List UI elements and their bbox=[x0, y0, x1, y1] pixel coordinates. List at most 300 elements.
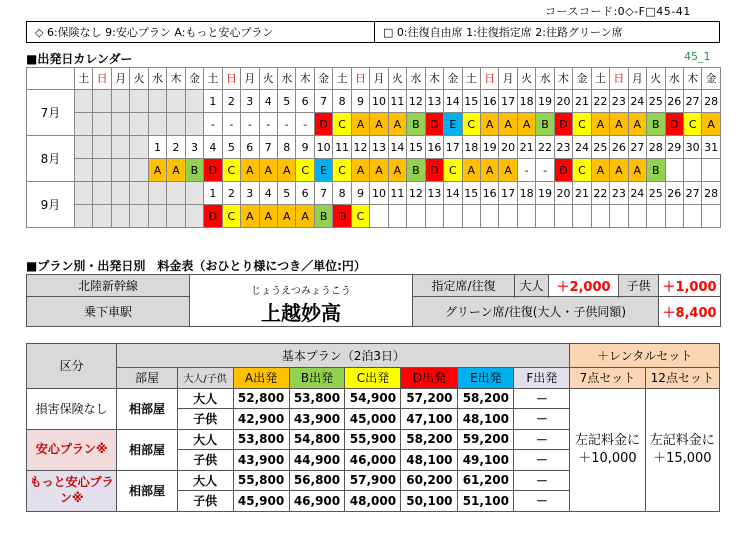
weekday-header: 木 bbox=[296, 68, 314, 90]
day-number: 5 bbox=[277, 182, 295, 205]
day-number: 4 bbox=[259, 182, 277, 205]
departure-grade[interactable]: B bbox=[647, 113, 665, 136]
day-number: 16 bbox=[425, 136, 443, 159]
departure-grade[interactable] bbox=[517, 205, 535, 228]
departure-grade[interactable]: B bbox=[314, 205, 332, 228]
departure-grade[interactable]: C bbox=[296, 159, 314, 182]
departure-grade[interactable] bbox=[647, 205, 665, 228]
calendar-section-title: ■出発日カレンダー bbox=[26, 52, 133, 66]
departure-grade[interactable]: B bbox=[407, 159, 425, 182]
day-number: 18 bbox=[462, 136, 480, 159]
departure-grade[interactable]: C bbox=[333, 113, 351, 136]
weekday-header: 月 bbox=[241, 68, 259, 90]
day-number: 8 bbox=[333, 90, 351, 113]
day-number bbox=[185, 182, 203, 205]
departure-grade[interactable]: E bbox=[444, 113, 462, 136]
day-number: 20 bbox=[554, 182, 572, 205]
departure-grade[interactable] bbox=[462, 205, 480, 228]
age-header: 大人/子供 bbox=[177, 368, 233, 389]
day-number bbox=[75, 90, 93, 113]
price-cell: 61,200 bbox=[458, 470, 514, 491]
price-cell: － bbox=[514, 388, 570, 409]
weekday-header: 日 bbox=[222, 68, 240, 90]
day-number: 20 bbox=[554, 90, 572, 113]
departure-grade[interactable] bbox=[480, 205, 498, 228]
day-number: 1 bbox=[148, 136, 166, 159]
departure-grade[interactable]: A bbox=[241, 159, 259, 182]
departure-grade[interactable]: - bbox=[536, 159, 554, 182]
departure-grade[interactable] bbox=[554, 205, 572, 228]
weekday-header: 金 bbox=[573, 68, 591, 90]
departure-grade[interactable]: A bbox=[351, 113, 369, 136]
departure-grade bbox=[185, 113, 203, 136]
day-number bbox=[111, 90, 129, 113]
departure-grade[interactable] bbox=[702, 159, 720, 182]
day-number: 8 bbox=[333, 182, 351, 205]
station-kana: じょうえつみょうこう bbox=[190, 275, 413, 297]
departure-grade[interactable] bbox=[683, 205, 701, 228]
weekday-header: 水 bbox=[148, 68, 166, 90]
departure-grade[interactable]: - bbox=[296, 113, 314, 136]
grade-b-header: B出発 bbox=[289, 368, 345, 389]
price-cell: 54,900 bbox=[345, 388, 401, 409]
departure-grade[interactable]: A bbox=[610, 159, 628, 182]
departure-grade bbox=[130, 113, 148, 136]
day-number bbox=[167, 90, 185, 113]
day-number: 24 bbox=[628, 90, 646, 113]
day-number: 19 bbox=[536, 182, 554, 205]
basic-plan-header: 基本プラン（2泊3日） bbox=[117, 344, 570, 368]
day-number: 11 bbox=[333, 136, 351, 159]
day-number: 23 bbox=[610, 182, 628, 205]
day-number: 26 bbox=[665, 182, 683, 205]
room-header: 部屋 bbox=[117, 368, 177, 389]
departure-grade bbox=[75, 205, 93, 228]
day-number: 13 bbox=[425, 182, 443, 205]
day-number: 25 bbox=[647, 90, 665, 113]
day-number bbox=[93, 136, 111, 159]
price-cell: 46,000 bbox=[345, 450, 401, 471]
day-number: 27 bbox=[628, 136, 646, 159]
weekday-header: 火 bbox=[388, 68, 406, 90]
departure-grade[interactable] bbox=[425, 205, 443, 228]
departure-grade[interactable]: - bbox=[204, 113, 222, 136]
weekday-header: 火 bbox=[130, 68, 148, 90]
departure-calendar bbox=[26, 67, 721, 228]
day-number: 31 bbox=[702, 136, 720, 159]
departure-grade[interactable]: B bbox=[647, 159, 665, 182]
day-number: 1 bbox=[204, 90, 222, 113]
child-label: 子供 bbox=[177, 409, 233, 430]
weekday-header: 金 bbox=[702, 68, 720, 90]
day-number: 7 bbox=[259, 136, 277, 159]
day-number: 9 bbox=[351, 90, 369, 113]
weekday-header: 金 bbox=[444, 68, 462, 90]
departure-grade[interactable]: A bbox=[388, 113, 406, 136]
day-number bbox=[111, 136, 129, 159]
day-number: 17 bbox=[444, 136, 462, 159]
departure-grade[interactable]: A bbox=[148, 159, 166, 182]
day-number: 21 bbox=[517, 136, 535, 159]
day-number: 5 bbox=[277, 90, 295, 113]
day-number: 26 bbox=[610, 136, 628, 159]
day-number: 14 bbox=[444, 182, 462, 205]
day-number: 4 bbox=[259, 90, 277, 113]
day-number: 20 bbox=[499, 136, 517, 159]
departure-grade[interactable]: C bbox=[351, 205, 369, 228]
day-number: 6 bbox=[241, 136, 259, 159]
child-label: 子供 bbox=[177, 491, 233, 512]
day-number: 11 bbox=[388, 90, 406, 113]
day-number bbox=[130, 90, 148, 113]
price-cell: 55,900 bbox=[345, 429, 401, 450]
day-number bbox=[148, 90, 166, 113]
kubun-header: 区分 bbox=[27, 344, 117, 389]
departure-grade[interactable]: C bbox=[462, 113, 480, 136]
price-cell: 54,800 bbox=[289, 429, 345, 450]
price-cell: 52,800 bbox=[233, 388, 289, 409]
departure-grade[interactable] bbox=[665, 205, 683, 228]
weekday-header: 木 bbox=[683, 68, 701, 90]
departure-grade[interactable]: A bbox=[628, 159, 646, 182]
day-number: 6 bbox=[296, 182, 314, 205]
departure-grade[interactable]: A bbox=[277, 159, 295, 182]
course-code: コースコード:0◇-F□45-41 bbox=[545, 5, 691, 18]
month-label: 7月 bbox=[27, 90, 75, 136]
day-number: 17 bbox=[499, 90, 517, 113]
departure-grade[interactable]: A bbox=[480, 159, 498, 182]
day-number: 6 bbox=[296, 90, 314, 113]
price-cell: 43,900 bbox=[289, 409, 345, 430]
price-cell: 48,100 bbox=[401, 450, 458, 471]
adult-label: 大人 bbox=[177, 470, 233, 491]
departure-grade[interactable]: C bbox=[444, 159, 462, 182]
price-cell: 58,200 bbox=[458, 388, 514, 409]
day-number: 12 bbox=[407, 90, 425, 113]
day-number: 22 bbox=[591, 182, 609, 205]
legend-insurance: ◇ 6:保険なし 9:安心プラン A:もっと安心プラン bbox=[27, 22, 375, 42]
departure-grade[interactable]: C bbox=[222, 159, 240, 182]
weekday-header: 木 bbox=[425, 68, 443, 90]
departure-grade[interactable] bbox=[591, 205, 609, 228]
adult-extra-fee: ＋2,000 bbox=[549, 275, 619, 297]
price-cell: 51,100 bbox=[458, 491, 514, 512]
departure-grade[interactable]: D bbox=[333, 205, 351, 228]
departure-grade[interactable] bbox=[407, 205, 425, 228]
room-type: 相部屋 bbox=[117, 429, 177, 470]
price-cell: 56,800 bbox=[289, 470, 345, 491]
weekday-header: 火 bbox=[517, 68, 535, 90]
departure-grade[interactable]: C bbox=[573, 159, 591, 182]
departure-grade[interactable] bbox=[388, 205, 406, 228]
departure-grade[interactable] bbox=[702, 205, 720, 228]
day-number: 4 bbox=[204, 136, 222, 159]
day-number: 2 bbox=[222, 182, 240, 205]
day-number: 19 bbox=[480, 136, 498, 159]
day-number: 15 bbox=[407, 136, 425, 159]
weekday-header: 土 bbox=[75, 68, 93, 90]
departure-grade bbox=[75, 113, 93, 136]
price-cell: 45,900 bbox=[233, 491, 289, 512]
weekday-header: 日 bbox=[480, 68, 498, 90]
departure-grade[interactable]: - bbox=[259, 113, 277, 136]
departure-grade[interactable]: A bbox=[499, 113, 517, 136]
price-cell: 55,800 bbox=[233, 470, 289, 491]
departure-grade bbox=[148, 113, 166, 136]
weekday-header: 日 bbox=[610, 68, 628, 90]
departure-grade[interactable]: C bbox=[683, 113, 701, 136]
day-number: 25 bbox=[647, 182, 665, 205]
line-name: 北陸新幹線 bbox=[27, 275, 190, 297]
departure-grade[interactable]: A bbox=[370, 113, 388, 136]
day-number: 10 bbox=[314, 136, 332, 159]
day-number: 19 bbox=[536, 90, 554, 113]
departure-grade[interactable] bbox=[444, 205, 462, 228]
departure-grade[interactable]: B bbox=[185, 159, 203, 182]
day-number: 11 bbox=[388, 182, 406, 205]
departure-grade[interactable]: A bbox=[296, 205, 314, 228]
day-number: 15 bbox=[462, 90, 480, 113]
day-number: 15 bbox=[462, 182, 480, 205]
price-cell: － bbox=[514, 450, 570, 471]
price-cell: 53,800 bbox=[233, 429, 289, 450]
departure-grade[interactable]: D bbox=[425, 159, 443, 182]
grade-f-header: F出発 bbox=[514, 368, 570, 389]
grade-e-header: E出発 bbox=[458, 368, 514, 389]
departure-grade[interactable]: A bbox=[462, 159, 480, 182]
departure-grade[interactable]: A bbox=[702, 113, 720, 136]
plan-label: もっと安心プラン※ bbox=[27, 470, 117, 511]
grade-c-header: C出発 bbox=[345, 368, 401, 389]
departure-grade[interactable] bbox=[536, 205, 554, 228]
price-cell: － bbox=[514, 491, 570, 512]
day-number: 30 bbox=[683, 136, 701, 159]
departure-grade[interactable]: - bbox=[222, 113, 240, 136]
day-number: 12 bbox=[407, 182, 425, 205]
weekday-header: 日 bbox=[93, 68, 111, 90]
departure-grade[interactable]: - bbox=[277, 113, 295, 136]
adult-label: 大人 bbox=[515, 275, 549, 297]
departure-grade[interactable] bbox=[499, 205, 517, 228]
departure-grade[interactable]: A bbox=[351, 159, 369, 182]
day-number: 9 bbox=[296, 136, 314, 159]
day-number: 23 bbox=[554, 136, 572, 159]
day-number bbox=[111, 182, 129, 205]
departure-grade[interactable] bbox=[665, 159, 683, 182]
weekday-header: 木 bbox=[554, 68, 572, 90]
calendar-corner bbox=[27, 68, 75, 90]
weekday-header: 月 bbox=[499, 68, 517, 90]
departure-grade bbox=[93, 205, 111, 228]
departure-grade[interactable]: A bbox=[610, 113, 628, 136]
fare-info-table bbox=[26, 274, 721, 327]
grade-d-header: D出発 bbox=[401, 368, 458, 389]
price-cell: － bbox=[514, 409, 570, 430]
day-number: 12 bbox=[351, 136, 369, 159]
departure-grade[interactable] bbox=[573, 205, 591, 228]
departure-grade[interactable] bbox=[683, 159, 701, 182]
day-number: 3 bbox=[241, 90, 259, 113]
price-cell: 42,900 bbox=[233, 409, 289, 430]
price-cell: 57,200 bbox=[401, 388, 458, 409]
departure-grade[interactable]: A bbox=[480, 113, 498, 136]
departure-grade[interactable]: D bbox=[204, 205, 222, 228]
departure-grade[interactable]: A bbox=[259, 205, 277, 228]
day-number: 27 bbox=[683, 90, 701, 113]
departure-grade[interactable]: C bbox=[333, 159, 351, 182]
departure-grade[interactable]: A bbox=[388, 159, 406, 182]
departure-grade[interactable]: B bbox=[536, 113, 554, 136]
weekday-header: 土 bbox=[333, 68, 351, 90]
departure-grade[interactable]: - bbox=[517, 159, 535, 182]
price-cell: 60,200 bbox=[401, 470, 458, 491]
day-number: 28 bbox=[702, 182, 720, 205]
departure-grade[interactable]: A bbox=[167, 159, 185, 182]
departure-grade[interactable]: D bbox=[554, 113, 572, 136]
day-number: 21 bbox=[573, 90, 591, 113]
weekday-header: 木 bbox=[167, 68, 185, 90]
price-cell: － bbox=[514, 429, 570, 450]
station-label: 乗下車駅 bbox=[27, 297, 190, 327]
green-extra-fee: ＋8,400 bbox=[659, 297, 721, 327]
day-number bbox=[75, 136, 93, 159]
weekday-header: 水 bbox=[665, 68, 683, 90]
child-label: 子供 bbox=[177, 450, 233, 471]
day-number: 25 bbox=[591, 136, 609, 159]
day-number: 7 bbox=[314, 182, 332, 205]
departure-grade bbox=[167, 113, 185, 136]
day-number: 2 bbox=[222, 90, 240, 113]
month-label: 9月 bbox=[27, 182, 75, 228]
price-cell: 58,200 bbox=[401, 429, 458, 450]
day-number: 28 bbox=[702, 90, 720, 113]
station-name: 上越妙高 bbox=[190, 297, 413, 327]
day-number: 18 bbox=[517, 90, 535, 113]
day-number: 22 bbox=[536, 136, 554, 159]
day-number bbox=[93, 182, 111, 205]
rental-12-price: 左記料金に ＋15,000 bbox=[645, 388, 719, 511]
price-cell: 45,000 bbox=[345, 409, 401, 430]
price-cell: 48,100 bbox=[458, 409, 514, 430]
departure-grade bbox=[93, 113, 111, 136]
departure-grade bbox=[148, 205, 166, 228]
weekday-header: 水 bbox=[407, 68, 425, 90]
departure-grade[interactable]: D bbox=[665, 113, 683, 136]
page-id: 45_1 bbox=[684, 50, 711, 63]
day-number: 13 bbox=[425, 90, 443, 113]
departure-grade[interactable]: E bbox=[314, 159, 332, 182]
day-number: 29 bbox=[665, 136, 683, 159]
price-cell: 46,900 bbox=[289, 491, 345, 512]
departure-grade[interactable]: A bbox=[628, 113, 646, 136]
day-number: 22 bbox=[591, 90, 609, 113]
day-number: 10 bbox=[370, 90, 388, 113]
weekday-header: 土 bbox=[591, 68, 609, 90]
departure-grade[interactable]: D bbox=[554, 159, 572, 182]
day-number: 24 bbox=[628, 182, 646, 205]
child-extra-fee: ＋1,000 bbox=[659, 275, 721, 297]
day-number: 23 bbox=[610, 90, 628, 113]
departure-grade[interactable] bbox=[370, 205, 388, 228]
departure-grade[interactable]: A bbox=[259, 159, 277, 182]
grade-a-header: A出発 bbox=[233, 368, 289, 389]
day-number: 9 bbox=[351, 182, 369, 205]
legend-seat: □ 0:往復自由席 1:往復指定席 2:往路グリーン席 bbox=[383, 26, 623, 39]
rental-7-header: 7点セット bbox=[570, 368, 645, 389]
day-number bbox=[148, 182, 166, 205]
departure-grade bbox=[111, 113, 129, 136]
weekday-header: 月 bbox=[628, 68, 646, 90]
day-number: 26 bbox=[665, 90, 683, 113]
price-cell: 43,900 bbox=[233, 450, 289, 471]
departure-grade[interactable] bbox=[610, 205, 628, 228]
weekday-header: 日 bbox=[351, 68, 369, 90]
departure-grade[interactable] bbox=[628, 205, 646, 228]
day-number: 2 bbox=[167, 136, 185, 159]
rental-header: ＋レンタルセット bbox=[570, 344, 720, 368]
green-seat-label: グリーン席/往復(大人・子供同額) bbox=[413, 297, 659, 327]
departure-grade[interactable]: A bbox=[499, 159, 517, 182]
plan-label: 安心プラン※ bbox=[27, 429, 117, 470]
day-number: 8 bbox=[277, 136, 295, 159]
weekday-header: 水 bbox=[277, 68, 295, 90]
departure-grade[interactable]: D bbox=[314, 113, 332, 136]
price-cell: 59,200 bbox=[458, 429, 514, 450]
departure-grade[interactable]: - bbox=[241, 113, 259, 136]
departure-grade[interactable]: C bbox=[222, 205, 240, 228]
price-cell: 57,900 bbox=[345, 470, 401, 491]
departure-grade[interactable]: A bbox=[591, 113, 609, 136]
day-number bbox=[93, 90, 111, 113]
day-number: 5 bbox=[222, 136, 240, 159]
weekday-header: 月 bbox=[370, 68, 388, 90]
departure-grade[interactable]: C bbox=[573, 113, 591, 136]
day-number: 16 bbox=[480, 182, 498, 205]
departure-grade[interactable]: D bbox=[204, 159, 222, 182]
legend-box bbox=[26, 21, 720, 43]
day-number bbox=[130, 136, 148, 159]
day-number: 24 bbox=[573, 136, 591, 159]
departure-grade bbox=[167, 205, 185, 228]
departure-grade[interactable]: D bbox=[425, 113, 443, 136]
departure-grade[interactable]: A bbox=[241, 205, 259, 228]
price-cell: 47,100 bbox=[401, 409, 458, 430]
departure-grade[interactable]: A bbox=[277, 205, 295, 228]
plan-label: 損害保険なし bbox=[27, 388, 117, 429]
weekday-header: 水 bbox=[536, 68, 554, 90]
day-number: 14 bbox=[388, 136, 406, 159]
day-number: 3 bbox=[185, 136, 203, 159]
rental-7-price: 左記料金に ＋10,000 bbox=[570, 388, 645, 511]
rental-12-header: 12点セット bbox=[645, 368, 719, 389]
price-cell: 44,900 bbox=[289, 450, 345, 471]
room-type: 相部屋 bbox=[117, 388, 177, 429]
departure-grade[interactable]: B bbox=[407, 113, 425, 136]
day-number: 17 bbox=[499, 182, 517, 205]
price-cell: － bbox=[514, 470, 570, 491]
price-table bbox=[26, 343, 720, 512]
day-number: 1 bbox=[204, 182, 222, 205]
weekday-header: 土 bbox=[462, 68, 480, 90]
departure-grade[interactable]: A bbox=[370, 159, 388, 182]
day-number: 7 bbox=[314, 90, 332, 113]
day-number: 3 bbox=[241, 182, 259, 205]
weekday-header: 月 bbox=[111, 68, 129, 90]
weekday-header: 火 bbox=[647, 68, 665, 90]
price-cell: 53,800 bbox=[289, 388, 345, 409]
departure-grade[interactable]: A bbox=[517, 113, 535, 136]
departure-grade[interactable]: A bbox=[591, 159, 609, 182]
